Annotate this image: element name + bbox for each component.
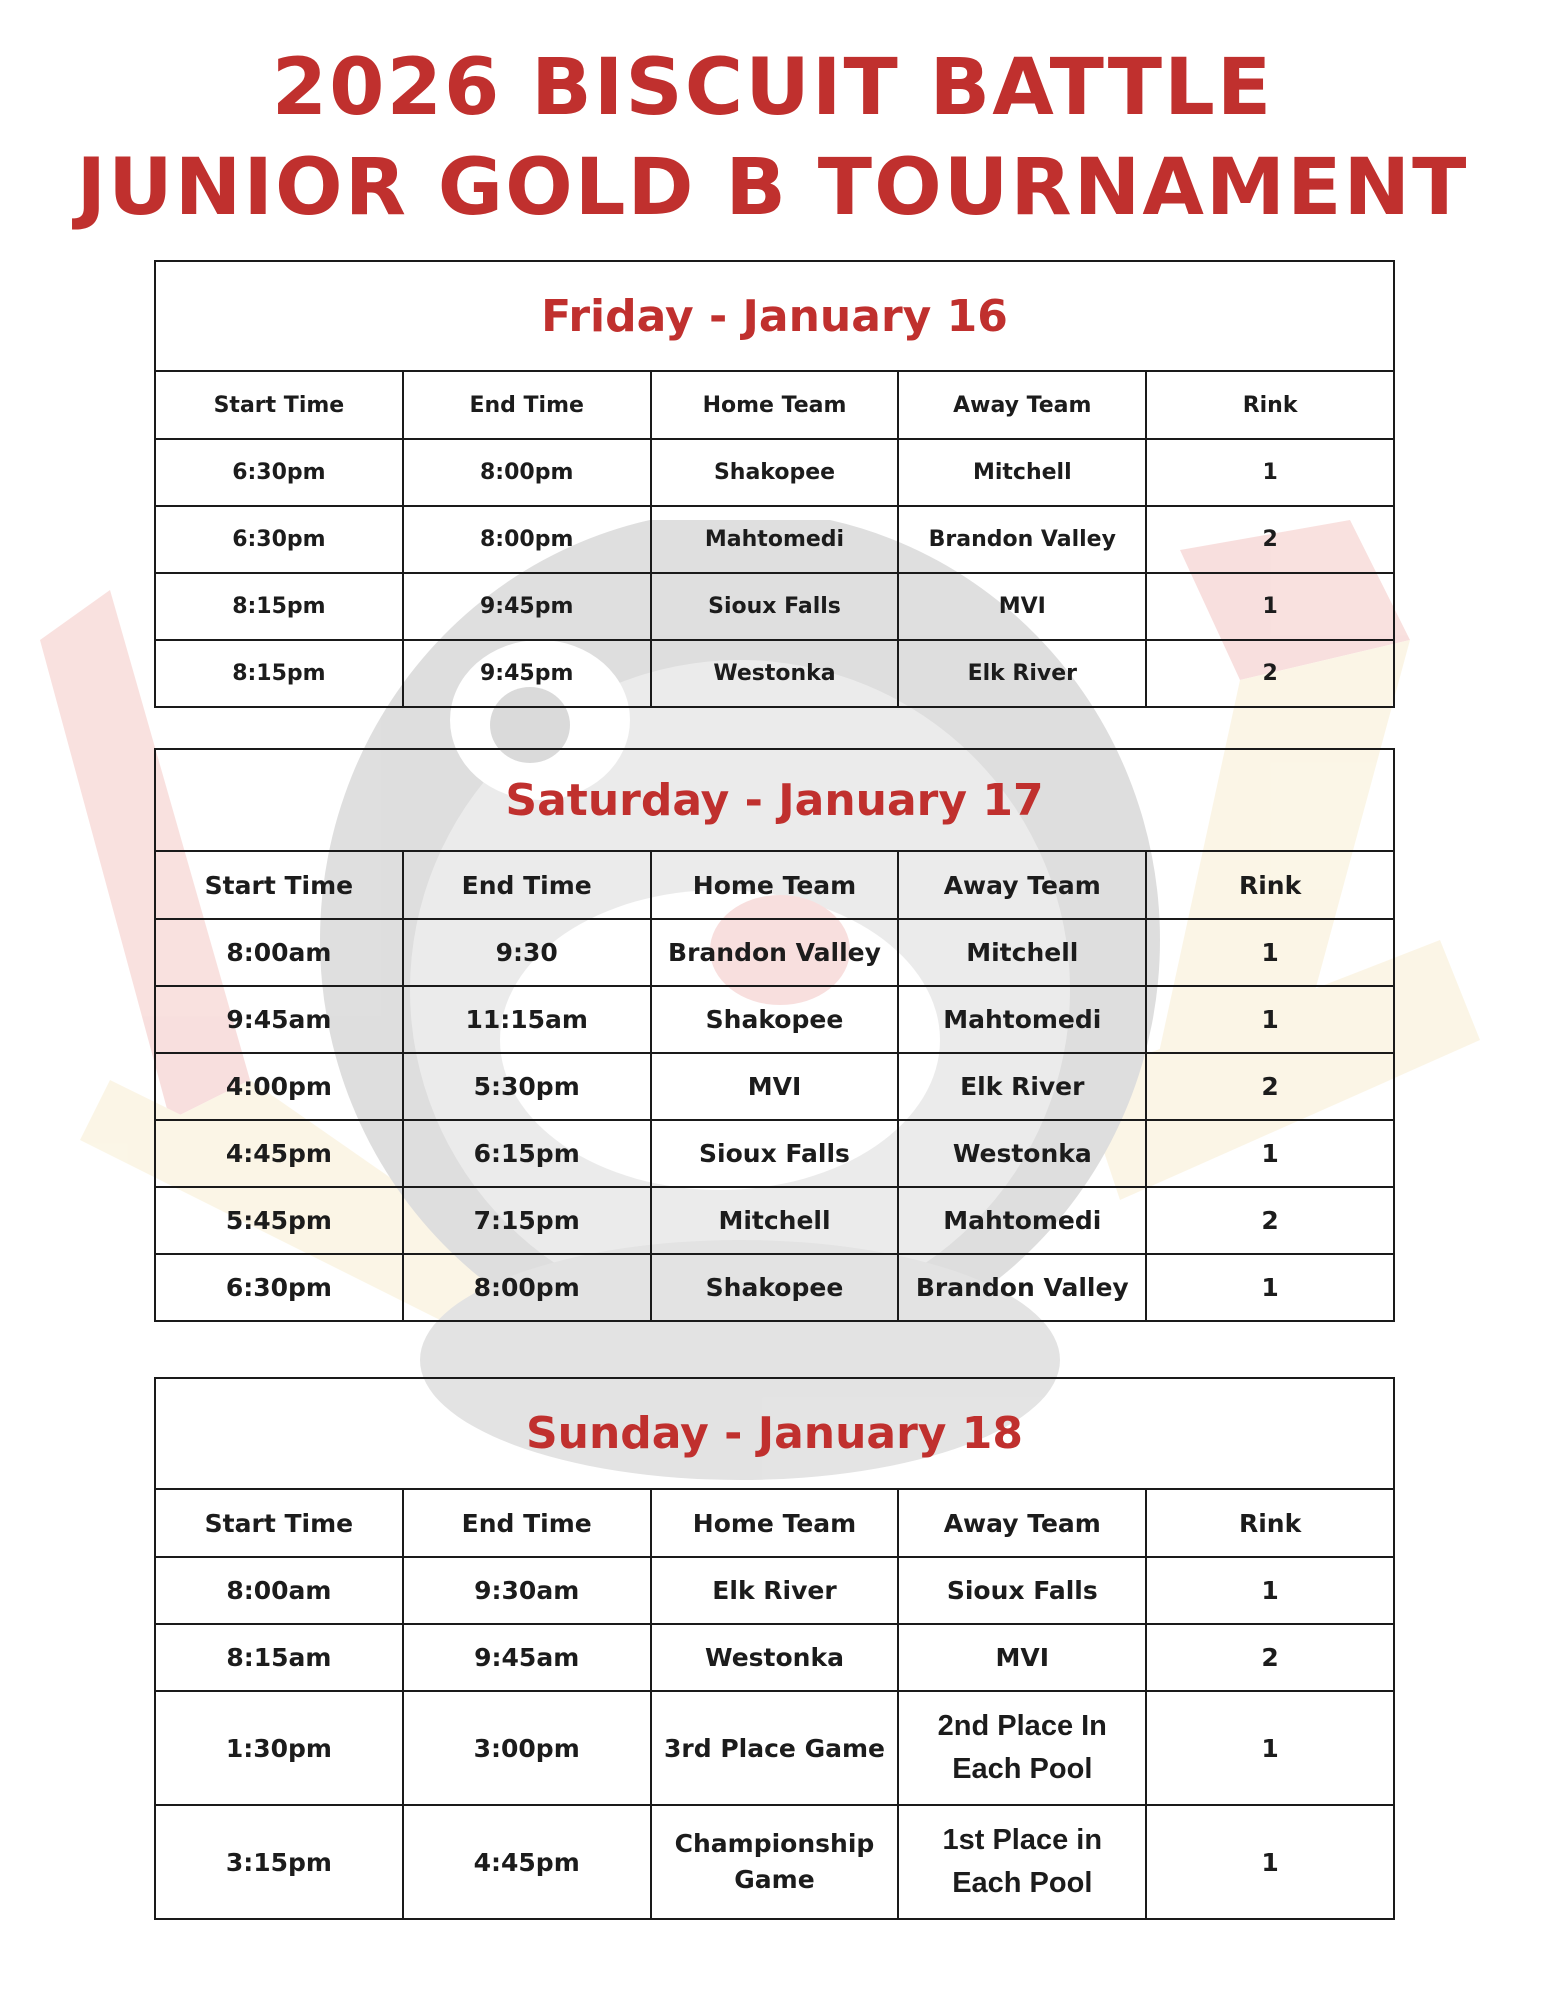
sunday-schedule-table	[154, 1377, 1395, 1920]
saturday-schedule-table	[154, 748, 1395, 1322]
col-home-team: Home Team	[651, 1489, 899, 1557]
away-team: MVI	[898, 573, 1146, 640]
col-rink: Rink	[1146, 851, 1394, 919]
col-rink: Rink	[1146, 371, 1394, 439]
away-team-line-2: Each Pool	[952, 1867, 1093, 1899]
home-team: Brandon Valley	[651, 919, 899, 986]
rink: 2	[1146, 1187, 1394, 1254]
rink: 1	[1146, 1120, 1394, 1187]
col-end-time: End Time	[403, 371, 651, 439]
col-start-time: Start Time	[155, 851, 403, 919]
table-row	[155, 986, 1394, 1053]
col-rink: Rink	[1146, 1489, 1394, 1557]
away-team-line-1: 2nd Place In	[937, 1710, 1107, 1742]
table-row	[155, 1805, 1394, 1919]
away-team: Mahtomedi	[898, 986, 1146, 1053]
start-time: 6:30pm	[155, 439, 403, 506]
friday-schedule-table	[154, 260, 1395, 708]
start-time: 8:00am	[155, 1557, 403, 1624]
col-away-team: Away Team	[898, 1489, 1146, 1557]
end-time: 9:30	[403, 919, 651, 986]
table-row	[155, 1120, 1394, 1187]
rink: 1	[1146, 1254, 1394, 1321]
col-start-time: Start Time	[155, 371, 403, 439]
page-title	[0, 38, 1545, 238]
end-time: 5:30pm	[403, 1053, 651, 1120]
col-away-team: Away Team	[898, 371, 1146, 439]
col-home-team: Home Team	[651, 851, 899, 919]
end-time: 9:30am	[403, 1557, 651, 1624]
away-team: Westonka	[898, 1120, 1146, 1187]
start-time: 5:45pm	[155, 1187, 403, 1254]
rink: 1	[1146, 439, 1394, 506]
start-time: 8:15pm	[155, 573, 403, 640]
start-time: 9:45am	[155, 986, 403, 1053]
rink: 2	[1146, 506, 1394, 573]
table-row	[155, 640, 1394, 707]
table-row	[155, 439, 1394, 506]
end-time: 9:45pm	[403, 640, 651, 707]
rink: 1	[1146, 1805, 1394, 1919]
home-team: Sioux Falls	[651, 1120, 899, 1187]
away-team: Mitchell	[898, 919, 1146, 986]
home-team: Westonka	[651, 1624, 899, 1691]
end-time: 8:00pm	[403, 506, 651, 573]
end-time: 9:45pm	[403, 573, 651, 640]
table-row	[155, 1187, 1394, 1254]
end-time: 8:00pm	[403, 1254, 651, 1321]
away-team: Brandon Valley	[898, 1254, 1146, 1321]
rink: 2	[1146, 1053, 1394, 1120]
away-team-line-2: Each Pool	[952, 1753, 1093, 1785]
home-team-line-1: Championship	[674, 1829, 875, 1858]
end-time: 4:45pm	[403, 1805, 651, 1919]
end-time: 6:15pm	[403, 1120, 651, 1187]
start-time: 4:45pm	[155, 1120, 403, 1187]
day-heading-saturday: Saturday - January 17	[155, 749, 1394, 851]
away-team	[898, 1691, 1146, 1805]
table-row	[155, 919, 1394, 986]
away-team: Brandon Valley	[898, 506, 1146, 573]
home-team: Shakopee	[651, 439, 899, 506]
away-team: Mitchell	[898, 439, 1146, 506]
home-team: Mitchell	[651, 1187, 899, 1254]
table-row	[155, 1254, 1394, 1321]
home-team: Sioux Falls	[651, 573, 899, 640]
table-row	[155, 506, 1394, 573]
day-heading-friday: Friday - January 16	[155, 261, 1394, 371]
start-time: 6:30pm	[155, 1254, 403, 1321]
rink: 1	[1146, 986, 1394, 1053]
home-team	[651, 1805, 899, 1919]
away-team: Mahtomedi	[898, 1187, 1146, 1254]
rink: 1	[1146, 1691, 1394, 1805]
rink: 1	[1146, 919, 1394, 986]
table-row	[155, 1691, 1394, 1805]
start-time: 3:15pm	[155, 1805, 403, 1919]
col-away-team: Away Team	[898, 851, 1146, 919]
col-end-time: End Time	[403, 851, 651, 919]
start-time: 8:00am	[155, 919, 403, 986]
column-header-row	[155, 851, 1394, 919]
end-time: 8:00pm	[403, 439, 651, 506]
home-team: Mahtomedi	[651, 506, 899, 573]
away-team: Elk River	[898, 640, 1146, 707]
table-row	[155, 1624, 1394, 1691]
away-team: Elk River	[898, 1053, 1146, 1120]
title-line-2: JUNIOR GOLD B TOURNAMENT	[76, 143, 1469, 233]
away-team: MVI	[898, 1624, 1146, 1691]
table-row	[155, 1053, 1394, 1120]
col-start-time: Start Time	[155, 1489, 403, 1557]
col-end-time: End Time	[403, 1489, 651, 1557]
col-home-team: Home Team	[651, 371, 899, 439]
home-team-line-2: Game	[734, 1865, 815, 1894]
end-time: 9:45am	[403, 1624, 651, 1691]
away-team	[898, 1805, 1146, 1919]
start-time: 8:15am	[155, 1624, 403, 1691]
rink: 2	[1146, 640, 1394, 707]
rink: 1	[1146, 1557, 1394, 1624]
rink: 1	[1146, 573, 1394, 640]
home-team: MVI	[651, 1053, 899, 1120]
start-time: 1:30pm	[155, 1691, 403, 1805]
end-time: 3:00pm	[403, 1691, 651, 1805]
away-team: Sioux Falls	[898, 1557, 1146, 1624]
start-time: 8:15pm	[155, 640, 403, 707]
home-team: Elk River	[651, 1557, 899, 1624]
day-heading-sunday: Sunday - January 18	[155, 1378, 1394, 1489]
end-time: 7:15pm	[403, 1187, 651, 1254]
end-time: 11:15am	[403, 986, 651, 1053]
start-time: 6:30pm	[155, 506, 403, 573]
home-team: Shakopee	[651, 986, 899, 1053]
column-header-row	[155, 371, 1394, 439]
home-team: Westonka	[651, 640, 899, 707]
home-team: 3rd Place Game	[651, 1691, 899, 1805]
table-row	[155, 573, 1394, 640]
table-row	[155, 1557, 1394, 1624]
column-header-row	[155, 1489, 1394, 1557]
home-team: Shakopee	[651, 1254, 899, 1321]
title-line-1: 2026 BISCUIT BATTLE	[271, 43, 1274, 133]
away-team-line-1: 1st Place in	[942, 1824, 1103, 1856]
rink: 2	[1146, 1624, 1394, 1691]
start-time: 4:00pm	[155, 1053, 403, 1120]
